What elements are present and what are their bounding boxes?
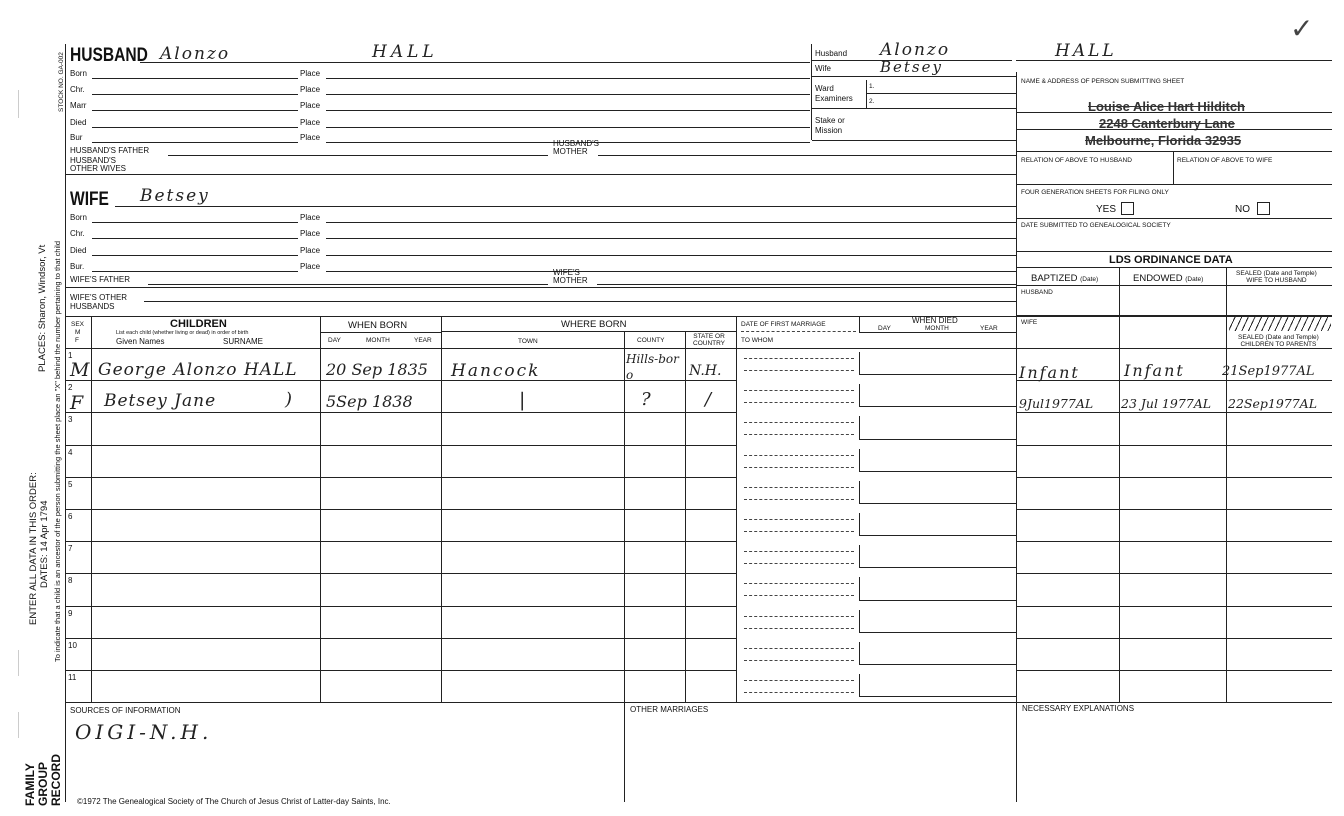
child-1-county: Hills-boro — [626, 352, 679, 382]
ward-label: Ward — [815, 84, 834, 93]
child-row-number: 1 — [68, 351, 73, 360]
form-title-family: FAMILY — [23, 763, 37, 806]
husband-bur-place-label: Place — [300, 133, 321, 142]
child-row-number: 8 — [68, 576, 73, 585]
yes-checkbox[interactable] — [1121, 202, 1134, 215]
child-1-sealed: 21Sep1977AL — [1222, 364, 1315, 379]
child-2-county: ? — [641, 389, 651, 410]
child-1-endowed: Infant — [1124, 361, 1185, 380]
child-row-number: 4 — [68, 448, 73, 457]
stock-number: STOCK NO. GA-002 — [58, 52, 65, 112]
husband-marr-place-label: Place — [300, 101, 321, 110]
dates-label: DATES: 14 Apr 1794 — [39, 500, 50, 588]
where-born-label: WHERE BORN — [561, 319, 627, 330]
child-1-town: Hancock — [451, 361, 541, 381]
wife-chr-label: Chr. — [70, 229, 85, 238]
sources-label: SOURCES OF INFORMATION — [70, 706, 181, 715]
born-day-label: DAY — [328, 337, 341, 344]
enter-all-label: ENTER ALL DATA IN THIS ORDER: — [28, 472, 39, 625]
husband-died-place-label: Place — [300, 118, 321, 127]
copyright: ©1972 The Genealogical Society of The Church of Jesus Christ of Latter-day Saints, Inc. — [77, 797, 391, 806]
town-label: TOWN — [518, 338, 538, 345]
husband-born-label: Born — [70, 69, 87, 78]
ward-husband-label: Husband — [815, 49, 848, 58]
yes-label: YES — [1096, 204, 1117, 215]
relation-wife-label: RELATION OF ABOVE TO WIFE — [1177, 157, 1273, 164]
examiner-2: 2. — [869, 98, 875, 105]
child-row-number: 9 — [68, 609, 73, 618]
form-title-record: RECORD — [49, 753, 63, 806]
to-whom-label: TO WHOM — [741, 337, 774, 344]
ancestor-instruction: To indicate that a child is an ancestor of the person submitting the sheet place an "X" behind the number pertaining to that child — [53, 240, 62, 662]
husband-label: HUSBAND — [70, 45, 148, 66]
child-row-number: 7 — [68, 544, 73, 553]
sex-f: F — [75, 337, 79, 344]
wife-died-label: Died — [70, 246, 87, 255]
child-1-born: 20 Sep 1835 — [326, 360, 428, 379]
children-instruction: List each child (whether living or dead) in order of birth — [116, 330, 249, 336]
child-row-number: 10 — [68, 641, 77, 650]
wife-father-label: WIFE'S FATHER — [70, 275, 131, 284]
wife-label: WIFE — [70, 189, 109, 210]
check-mark-icon: ✓ — [1290, 12, 1314, 45]
sources-value: OIGI-N.H. — [75, 720, 213, 744]
wife-died-place-label: Place — [300, 246, 321, 255]
died-month-label: MONTH — [925, 325, 949, 332]
husband-marr-label: Marr — [70, 101, 87, 110]
child-row-number: 6 — [68, 512, 73, 521]
ward-husband-surname: HALL — [1055, 41, 1117, 61]
child-2-town: | — [519, 389, 526, 411]
lds-title: LDS ORDINANCE DATA — [1109, 254, 1233, 266]
child-2-state: / — [705, 389, 712, 410]
sex-m: M — [75, 329, 81, 336]
when-born-label: WHEN BORN — [348, 320, 408, 331]
no-label: NO — [1235, 204, 1250, 215]
date-submitted-label: DATE SUBMITTED TO GENEALOGICAL SOCIETY — [1021, 222, 1171, 229]
no-checkbox[interactable] — [1257, 202, 1270, 215]
other-marriages-label: OTHER MARRIAGES — [630, 705, 709, 714]
form-title-group: GROUP — [36, 761, 50, 806]
died-year-label: YEAR — [980, 325, 998, 332]
wife-bur-place-label: Place — [300, 262, 321, 271]
examiners-label: Examiners — [815, 94, 853, 103]
child-2-born: 5Sep 1838 — [326, 392, 413, 411]
stake-label: Stake or Mission — [815, 116, 845, 135]
submitter-street: 2248 Canterbury Lane — [1099, 116, 1235, 131]
surname-label: SURNAME — [223, 337, 264, 346]
first-marriage-label: DATE OF FIRST MARRIAGE — [741, 321, 826, 328]
baptized-label: BAPTIZED (Date) — [1031, 273, 1099, 284]
wife-other-husbands-label: WIFE'S OTHER HUSBANDS — [70, 293, 128, 311]
born-year-label: YEAR — [414, 337, 432, 344]
sealed-wife-label: SEALED (Date and Temple) WIFE TO HUSBAND — [1236, 270, 1317, 284]
child-row-number: 3 — [68, 415, 73, 424]
ward-wife-label: Wife — [815, 64, 831, 73]
examiner-1: 1. — [869, 83, 875, 90]
ward-wife-name: Betsey — [880, 58, 943, 76]
ward-husband-name: Alonzo — [880, 40, 951, 60]
relation-husband-label: RELATION OF ABOVE TO HUSBAND — [1021, 157, 1132, 164]
husband-other-wives-label: HUSBAND'S OTHER WIVES — [70, 156, 127, 173]
when-died-label: WHEN DIED — [912, 316, 958, 325]
died-day-label: DAY — [878, 325, 891, 332]
necessary-explanations-label: NECESSARY EXPLANATIONS — [1022, 704, 1135, 713]
wife-chr-place-label: Place — [300, 229, 321, 238]
hatched-area — [1229, 317, 1331, 331]
child-1-baptized: Infant — [1019, 363, 1080, 382]
child-1-name: George Alonzo HALL — [98, 360, 298, 380]
child-row-number: 2 — [68, 383, 73, 392]
husband-given-name: Alonzo — [160, 44, 231, 64]
state-label: STATE OR COUNTRY — [693, 333, 726, 347]
submitter-label: NAME & ADDRESS OF PERSON SUBMITTING SHEET — [1021, 78, 1185, 85]
child-2-surname-mark: ) — [285, 389, 293, 410]
child-1-sex: M — [70, 359, 90, 381]
county-label: COUNTY — [637, 337, 665, 344]
endowed-label: ENDOWED (Date) — [1133, 273, 1204, 284]
husband-died-label: Died — [70, 118, 87, 127]
child-2-sealed: 22Sep1977AL — [1228, 396, 1318, 411]
wife-given-name: Betsey — [140, 186, 210, 206]
children-title: CHILDREN — [170, 318, 227, 330]
husband-surname: HALL — [372, 42, 438, 62]
child-1-state: N.H. — [689, 363, 722, 379]
child-row-number: 11 — [68, 673, 77, 682]
husband-chr-place-label: Place — [300, 85, 321, 94]
child-2-endowed: 23 Jul 1977AL — [1121, 396, 1212, 411]
husband-mother-label: HUSBAND'S MOTHER — [553, 139, 599, 156]
husband-father-label: HUSBAND'S FATHER — [70, 146, 150, 155]
wife-bur-label: Bur. — [70, 262, 85, 271]
born-month-label: MONTH — [366, 337, 390, 344]
sealed-children-label: SEALED (Date and Temple) CHILDREN TO PARENTS — [1238, 334, 1319, 348]
submitter-name: Louise Alice Hart Hilditch — [1088, 99, 1245, 114]
places-label: PLACES: Sharon, Windsor, Vt — [37, 244, 48, 372]
sex-label: SEX — [71, 321, 85, 328]
given-names-label: Given Names — [116, 337, 165, 346]
child-row-number: 5 — [68, 480, 73, 489]
husband-bur-label: Bur — [70, 133, 83, 142]
wife-born-label: Born — [70, 213, 87, 222]
wife-born-place-label: Place — [300, 213, 321, 222]
lds-husband-label: HUSBAND — [1021, 289, 1053, 296]
child-2-name: Betsey Jane — [104, 391, 217, 411]
submitter-city: Melbourne, Florida 32935 — [1085, 133, 1242, 148]
child-2-baptized: 9Jul1977AL — [1019, 396, 1094, 411]
lds-wife-label: WIFE — [1021, 319, 1038, 326]
wife-mother-label: WIFE'S MOTHER — [553, 268, 588, 285]
husband-chr-label: Chr. — [70, 85, 85, 94]
husband-born-place-label: Place — [300, 69, 321, 78]
four-gen-label: FOUR GENERATION SHEETS FOR FILING ONLY — [1021, 189, 1169, 196]
child-2-sex: F — [70, 392, 84, 414]
